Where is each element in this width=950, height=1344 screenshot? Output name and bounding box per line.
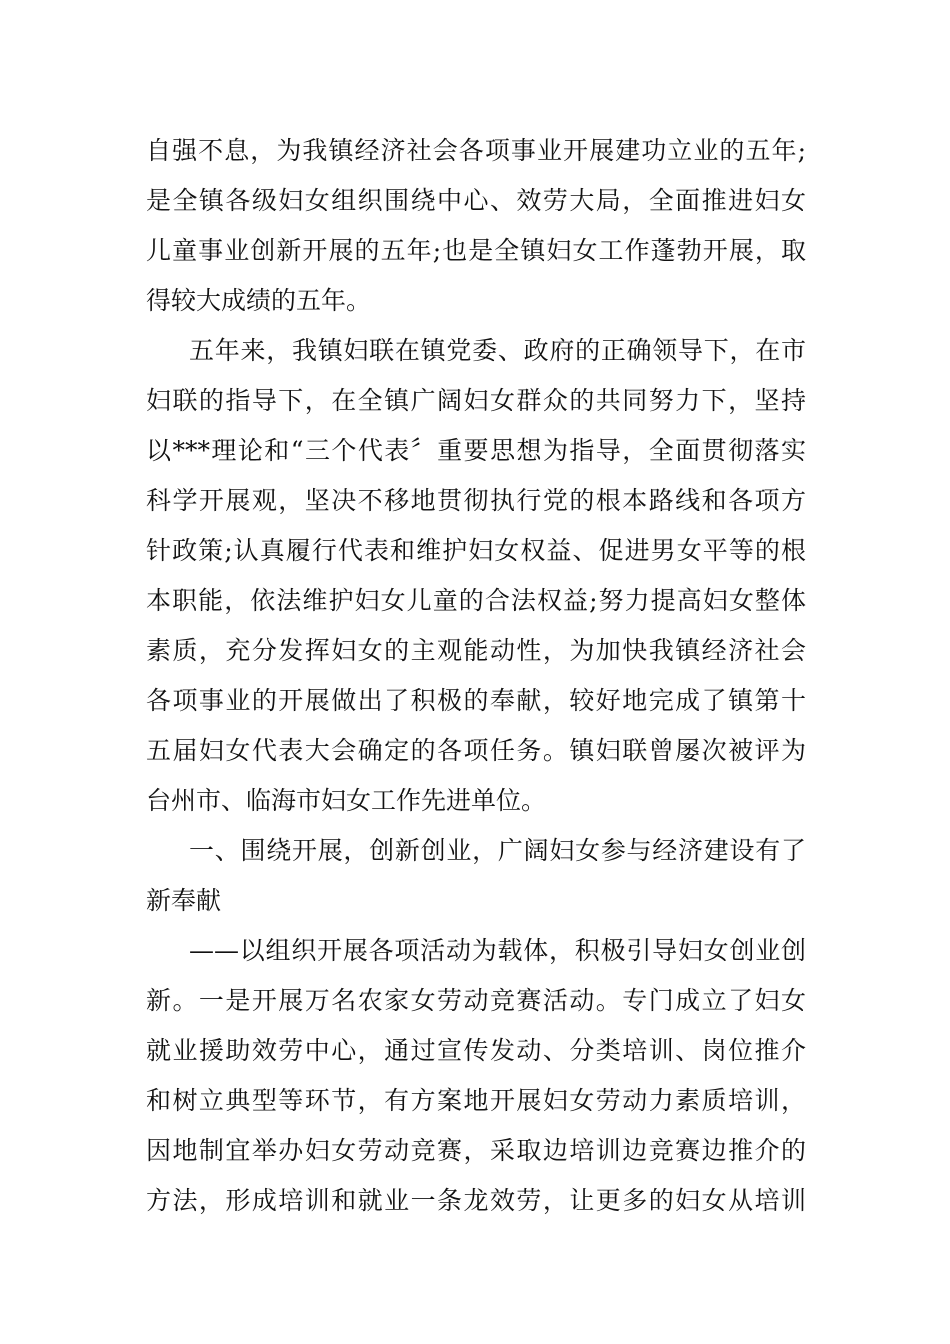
- text-line: 针政策;认真履行代表和维护妇女权益、促进男女平等的根: [146, 536, 806, 565]
- text-line: 和树立典型等环节，有方案地开展妇女劳动力素质培训，: [146, 1086, 806, 1115]
- text-line: 是全镇各级妇女组织围绕中心、效劳大局，全面推进妇女: [146, 186, 806, 215]
- text-line: 台州市、临海市妇女工作先进单位。: [146, 786, 547, 815]
- text-line: 就业援助效劳中心，通过宣传发动、分类培训、岗位推介: [146, 1036, 806, 1065]
- text-line: 儿童事业创新开展的五年;也是全镇妇女工作蓬勃开展，取: [146, 236, 806, 265]
- text-line: 五届妇女代表大会确定的各项任务。镇妇联曾屡次被评为: [146, 736, 806, 765]
- text-line: 各项事业的开展做出了积极的奉献，较好地完成了镇第十: [146, 686, 806, 715]
- text-line: 科学开展观，坚决不移地贯彻执行党的根本路线和各项方: [146, 486, 806, 515]
- text-line: 因地制宜举办妇女劳动竞赛，采取边培训边竞赛边推介的: [146, 1136, 806, 1165]
- text-line: 方法，形成培训和就业一条龙效劳，让更多的妇女从培训: [146, 1186, 806, 1215]
- text-line: 自强不息，为我镇经济社会各项事业开展建功立业的五年;: [146, 136, 806, 165]
- text-line: 得较大成绩的五年。: [146, 286, 372, 315]
- text-line: 新。一是开展万名农家女劳动竞赛活动。专门成立了妇女: [146, 986, 806, 1015]
- body-text: [146, 126, 806, 1226]
- text-line: 妇联的指导下，在全镇广阔妇女群众的共同努力下，坚持: [146, 386, 806, 415]
- text-line: 五年来，我镇妇联在镇党委、政府的正确领导下，在市: [189, 336, 806, 365]
- text-line: ——以组织开展各项活动为载体，积极引导妇女创业创: [189, 936, 806, 965]
- text-line: 素质，充分发挥妇女的主观能动性，为加快我镇经济社会: [146, 636, 806, 665]
- text-line: 本职能，依法维护妇女儿童的合法权益;努力提高妇女整体: [146, 586, 806, 615]
- text-line: 新奉献: [146, 886, 222, 915]
- text-line: 以***理论和“三个代表〞重要思想为指导，全面贯彻落实: [146, 436, 806, 465]
- text-line: 一、围绕开展，创新创业，广阔妇女参与经济建设有了: [189, 836, 806, 865]
